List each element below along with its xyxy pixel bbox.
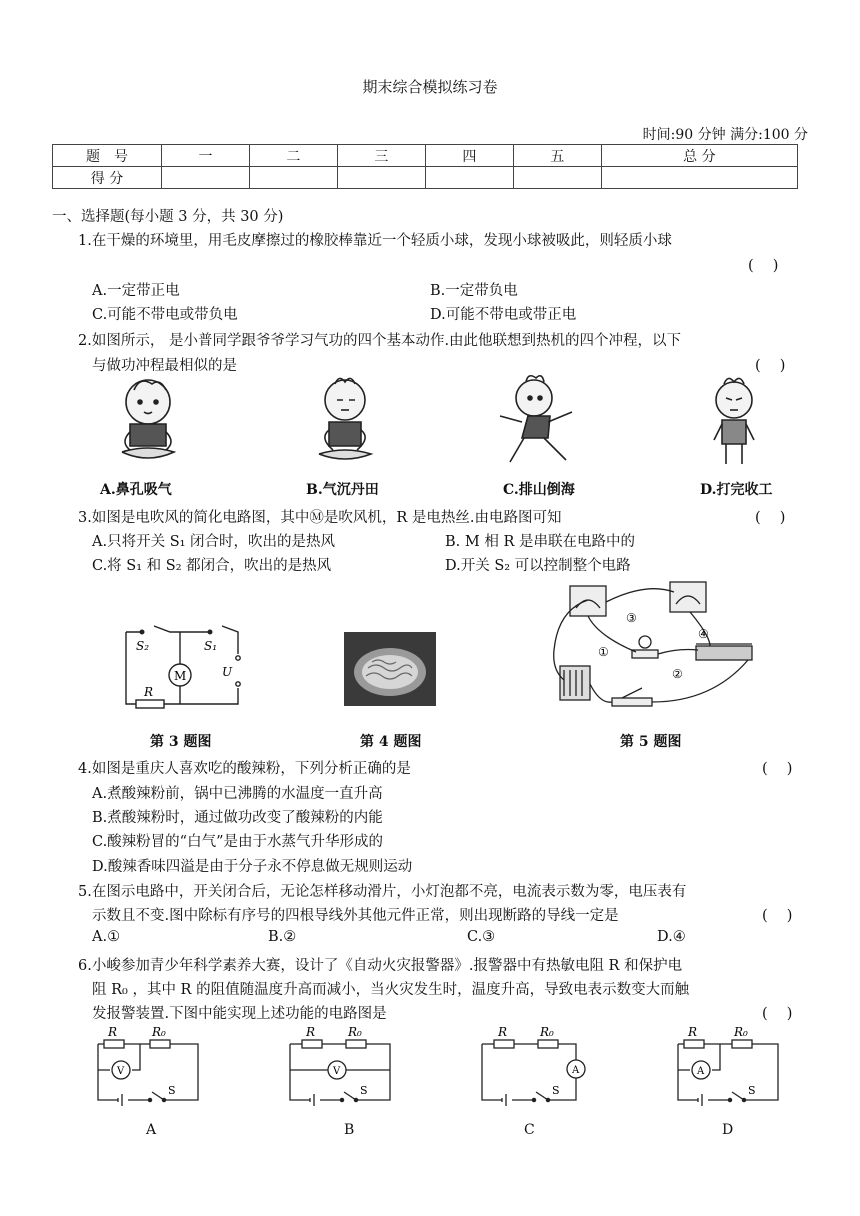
q3-option-c: C.将 S₁ 和 S₂ 都闭合，吹出的是热风 <box>92 558 332 574</box>
q6c-label-r: R <box>498 1025 508 1039</box>
q1-option-a: A.一定带正电 <box>92 283 180 299</box>
q6-stem-line2: 阻 R₀ ，其中 R 的阻值随温度升高而减小，当火灾发生时，温度升高，导致电表示数变大而触 <box>92 982 690 998</box>
score-header-cell: 二 <box>249 145 337 167</box>
q4-option-b: B.煮酸辣粉时，通过做功改变了酸辣粉的内能 <box>92 810 383 826</box>
score-header-cell: 五 <box>513 145 601 167</box>
q6d-ammeter: A <box>697 1066 705 1077</box>
fig3-label-s2: S₂ <box>136 639 150 653</box>
q3-option-d: D.开关 S₂ 可以控制整个电路 <box>445 558 631 574</box>
q6d-label-s: S <box>748 1084 756 1097</box>
fig4-noodle-photo <box>344 632 436 706</box>
q6a-label-s: S <box>168 1084 176 1097</box>
score-header-cell: 一 <box>162 145 250 167</box>
q5-option-b: B.② <box>268 929 297 945</box>
q4-option-d: D.酸辣香味四溢是由于分子永不停息做无规则运动 <box>92 859 413 875</box>
q6-stem-line3: 发报警装置.下图中能实现上述功能的电路图是 <box>92 1006 387 1022</box>
q1-option-b: B.一定带负电 <box>430 283 518 299</box>
fig5-wire-2-label: ② <box>672 667 683 681</box>
figure-a-illustration <box>122 380 174 458</box>
fig3-label-u: U <box>222 665 233 679</box>
q6b-label-r: R <box>306 1025 316 1039</box>
q6a-voltmeter: V <box>117 1066 125 1077</box>
score-cell[interactable] <box>162 167 250 189</box>
fig5-wire-3-label: ③ <box>626 611 637 625</box>
q5-option-a: A.① <box>92 929 121 945</box>
q3-option-b: B. M 相 R 是串联在电路中的 <box>445 534 635 550</box>
q6-caption-b: B <box>344 1122 355 1138</box>
time-info: 时间:90 分钟 满分:100 分 <box>642 127 808 143</box>
score-table <box>52 144 798 189</box>
q6b-label-s: S <box>360 1084 368 1097</box>
score-header-cell: 题 号 <box>53 145 162 167</box>
score-table-header-row <box>53 145 798 167</box>
q3-answer-paren: ( ) <box>755 510 786 526</box>
fig5-physical-circuit <box>542 580 762 710</box>
q5-option-d: D.④ <box>657 929 686 945</box>
fig4-caption: 第 4 题图 <box>360 734 422 750</box>
q6d-label-r0: R₀ <box>734 1025 748 1039</box>
q2-answer-paren: ( ) <box>755 358 786 374</box>
q2-stem-line2: 与做功冲程最相似的是 <box>92 358 237 374</box>
q6-answer-paren: ( ) <box>762 1006 793 1022</box>
score-header-cell: 四 <box>425 145 513 167</box>
q2-caption-c: C.排山倒海 <box>503 482 575 498</box>
q5-stem-line1: 5.在图示电路中，开关闭合后，无论怎样移动滑片，小灯泡都不亮，电流表示数为零，电压表有 <box>78 884 687 900</box>
fig3-label-r: R <box>144 685 154 699</box>
score-cell[interactable] <box>425 167 513 189</box>
score-cell[interactable] <box>513 167 601 189</box>
q5-stem-line2: 示数且不变.图中除标有序号的四根导线外其他元件正常，则出现断路的导线一定是 <box>92 908 619 924</box>
q6-circuit-c <box>476 1022 592 1114</box>
q5-answer-paren: ( ) <box>762 908 793 924</box>
q6-circuit-a <box>92 1022 208 1114</box>
fig3-motor-symbol: M <box>174 669 187 683</box>
score-cell[interactable] <box>601 167 797 189</box>
q2-stem-line1: 2.如图所示， 是小普同学跟爷爷学习气功的四个基本动作.由此他联想到热机的四个冲程，以下 <box>78 333 682 349</box>
q2-caption-b: B.气沉丹田 <box>306 482 379 498</box>
q6c-label-r0: R₀ <box>540 1025 554 1039</box>
fig5-wire-1-label: ① <box>598 645 609 659</box>
score-header-cell: 三 <box>337 145 425 167</box>
q6b-label-r0: R₀ <box>348 1025 362 1039</box>
q1-option-c: C.可能不带电或带负电 <box>92 307 238 323</box>
section-heading: 一、选择题(每小题 3 分，共 30 分) <box>52 209 284 225</box>
q2-qigong-figures <box>100 372 790 472</box>
q4-option-c: C.酸辣粉冒的“白气”是由于水蒸气升华形成的 <box>92 834 384 850</box>
score-header-cell: 总 分 <box>601 145 797 167</box>
score-cell[interactable] <box>249 167 337 189</box>
q6a-label-r: R <box>108 1025 118 1039</box>
q4-answer-paren: ( ) <box>762 761 793 777</box>
fig3-hairdryer-circuit <box>118 618 248 718</box>
fig3-caption: 第 3 题图 <box>150 734 212 750</box>
score-table-score-row <box>53 167 798 189</box>
fig5-wire-4-label: ④ <box>698 627 709 641</box>
q6-caption-c: C <box>524 1122 535 1138</box>
q6-caption-d: D <box>722 1122 734 1138</box>
q4-stem: 4.如图是重庆人喜欢吃的酸辣粉，下列分析正确的是 <box>78 761 411 777</box>
q3-option-a: A.只将开关 S₁ 闭合时，吹出的是热风 <box>92 534 336 550</box>
fig5-caption: 第 5 题图 <box>620 734 682 750</box>
fig3-label-s1: S₁ <box>204 639 218 653</box>
q2-caption-a: A.鼻孔吸气 <box>100 482 172 498</box>
q3-stem: 3.如图是电吹风的简化电路图，其中Ⓜ是吹风机，R 是电热丝.由电路图可知 <box>78 510 562 526</box>
q6d-label-r: R <box>688 1025 698 1039</box>
score-row-label: 得 分 <box>53 167 162 189</box>
q6a-label-r0: R₀ <box>152 1025 166 1039</box>
q1-answer-paren: ( ) <box>748 258 779 274</box>
q6b-voltmeter: V <box>333 1066 341 1077</box>
q6-circuit-d <box>672 1022 788 1114</box>
score-cell[interactable] <box>337 167 425 189</box>
q6c-ammeter: A <box>572 1065 580 1076</box>
q1-option-d: D.可能不带电或带正电 <box>430 307 577 323</box>
q6c-label-s: S <box>552 1084 560 1097</box>
page-title: 期末综合模拟练习卷 <box>362 78 498 96</box>
q6-stem-line1: 6.小峻参加青少年科学素养大赛，设计了《自动火灾报警器》.报警器中有热敏电阻 R 和保护电 <box>78 958 683 974</box>
q1-stem: 1.在干燥的环境里，用毛皮摩擦过的橡胶棒靠近一个轻质小球，发现小球被吸此，则轻质小球 <box>78 233 672 249</box>
q4-option-a: A.煮酸辣粉前，锅中已沸腾的水温度一直升高 <box>92 786 383 802</box>
q5-option-c: C.③ <box>467 929 496 945</box>
q6-circuit-b <box>284 1022 400 1114</box>
q2-caption-d: D.打完收工 <box>700 482 773 498</box>
q6-caption-a: A <box>146 1122 157 1138</box>
